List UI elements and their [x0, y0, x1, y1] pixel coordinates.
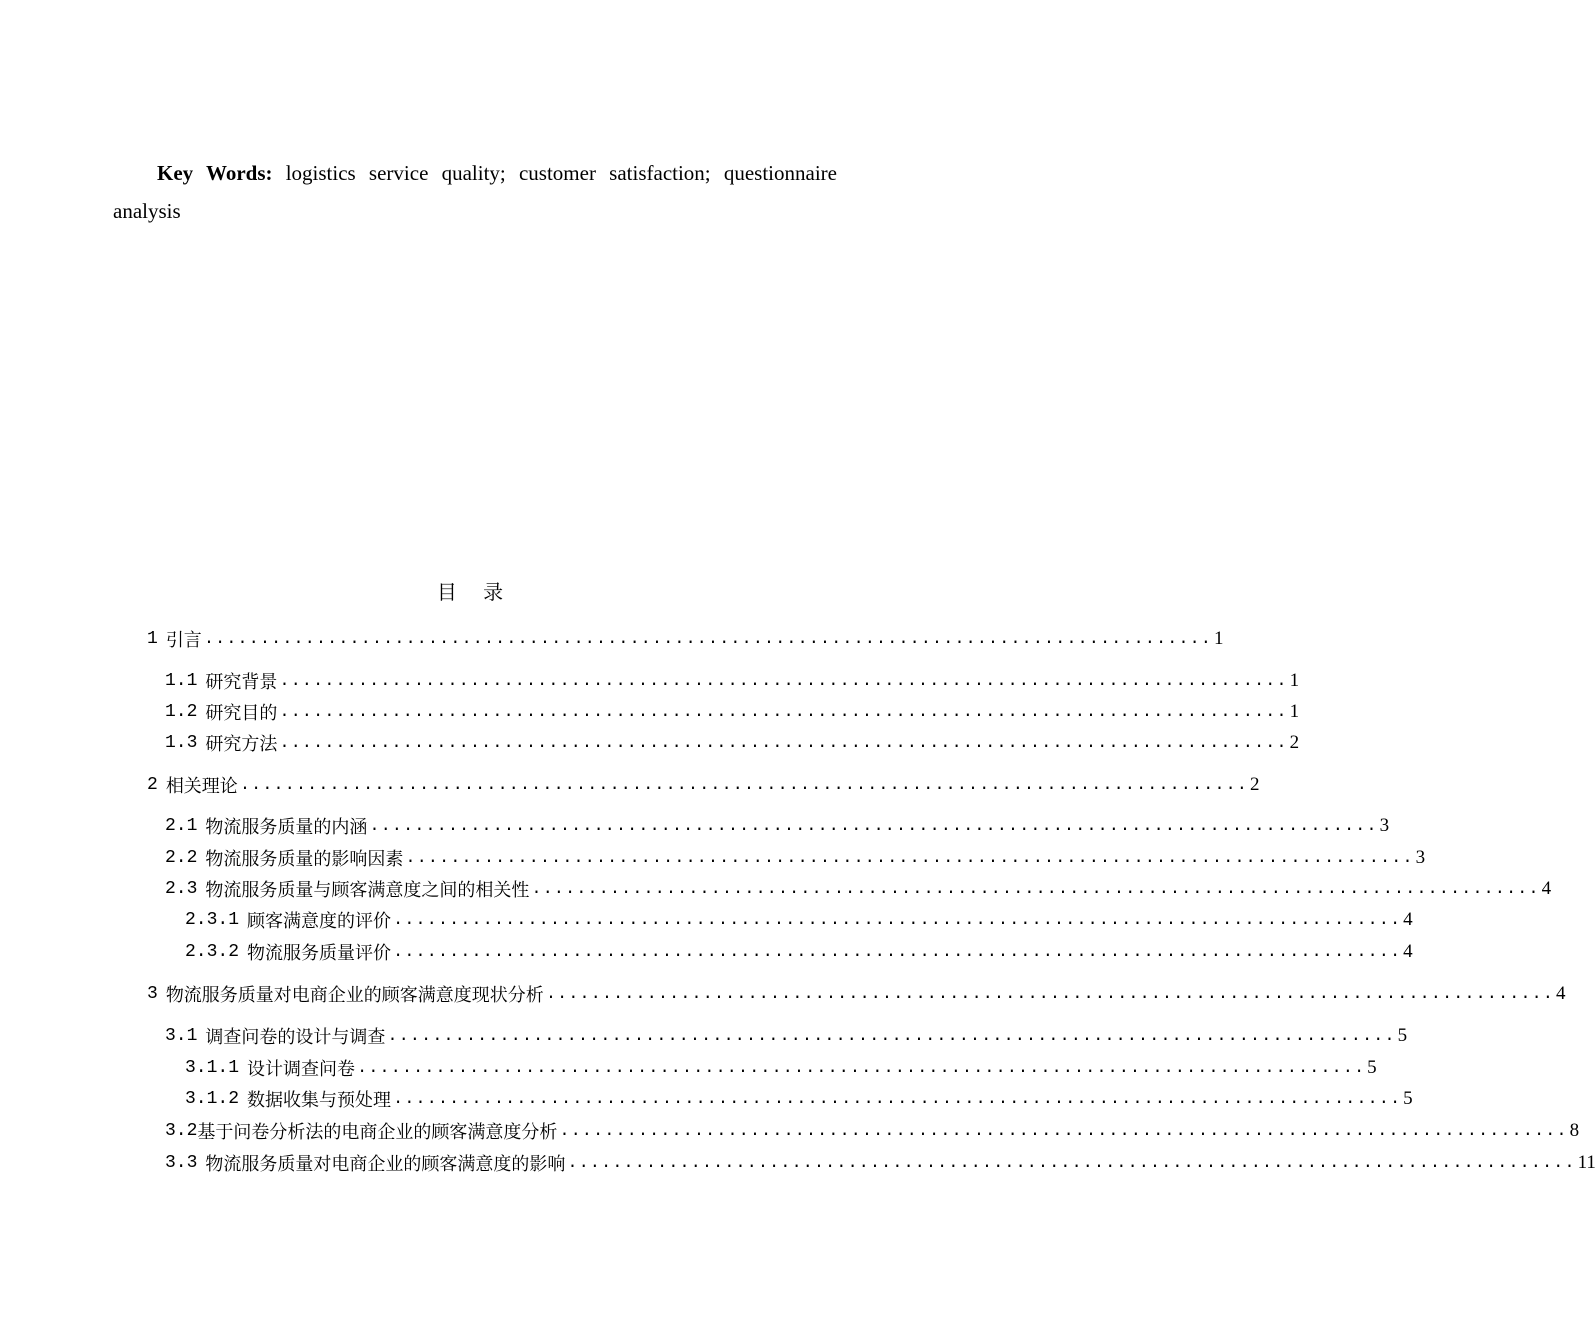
toc-entry-number: 3.1.1 [185, 1058, 240, 1078]
toc-entry[interactable] [147, 981, 1566, 1007]
toc-entry-page: 5 [1367, 1057, 1377, 1078]
toc-entry-page: 5 [1403, 1088, 1413, 1109]
toc-dot-leader: .......................................................................................... [393, 910, 1402, 930]
toc-entry-label: 研究目的 [205, 703, 278, 724]
toc-entry[interactable] [165, 876, 1552, 902]
toc-entry-page: 2 [1249, 774, 1260, 795]
toc-entry-label: 基于问卷分析法的电商企业的顾客满意度分析 [197, 1122, 558, 1143]
toc-entry-label: 物流服务质量评价 [247, 943, 392, 964]
toc-entry-page: 5 [1397, 1025, 1408, 1046]
toc-entry-label: 物流服务质量对电商企业的顾客满意度现状分析 [165, 985, 544, 1006]
toc-dot-leader: .......................................................................................... [279, 702, 1288, 722]
toc-entry[interactable] [185, 1055, 1377, 1081]
toc-dot-leader: .......................................................................................... [393, 1089, 1402, 1109]
toc-entry-page: 1 [1213, 628, 1224, 649]
toc-title: 目 录 [436, 580, 514, 604]
toc-entry[interactable] [147, 626, 1224, 652]
toc-entry-label: 研究背景 [205, 672, 278, 693]
toc-dot-leader: .......................................................................................... [279, 733, 1288, 753]
toc-dot-leader: .......................................................................................... [203, 629, 1212, 649]
toc-dot-leader: .......................................................................................... [531, 879, 1540, 899]
toc-dot-leader: .......................................................................................... [387, 1026, 1396, 1046]
toc-entry[interactable] [165, 1150, 1596, 1176]
toc-dot-leader: .......................................................................................... [545, 984, 1554, 1004]
toc-entry[interactable] [147, 772, 1260, 798]
toc-dot-leader: .......................................................................................... [369, 816, 1378, 836]
toc-entry-label: 物流服务质量对电商企业的顾客满意度的影响 [205, 1154, 566, 1175]
toc-entry-number: 3.3 [165, 1153, 198, 1173]
toc-entry-page: 4 [1403, 941, 1413, 962]
toc-entry-label: 物流服务质量与顾客满意度之间的相关性 [205, 880, 530, 901]
toc-entry[interactable] [165, 1023, 1408, 1049]
toc-entry-label: 研究方法 [205, 734, 278, 755]
toc-entry[interactable] [165, 813, 1390, 839]
toc-entry-number: 3 [147, 984, 158, 1004]
toc-entry-number: 2.3.2 [185, 942, 240, 962]
toc-dot-leader: .......................................................................................... [405, 848, 1414, 868]
toc-entry-label: 调查问卷的设计与调查 [205, 1027, 386, 1048]
toc-dot-leader: .......................................................................................... [239, 775, 1248, 795]
toc-entry-label: 数据收集与预处理 [247, 1090, 392, 1111]
toc-entry-page: 2 [1289, 732, 1300, 753]
toc-entry-page: 8 [1569, 1120, 1580, 1141]
toc-entry-page: 4 [1541, 878, 1552, 899]
toc-entry-number: 1.3 [165, 733, 198, 753]
toc-entry-number: 2.1 [165, 816, 198, 836]
toc-entry-number: 3.1 [165, 1026, 198, 1046]
toc-entry[interactable] [185, 1086, 1413, 1112]
toc-entry[interactable] [165, 845, 1426, 871]
toc-entry-number: 2.2 [165, 848, 198, 868]
toc-entry-page: 11 [1577, 1152, 1596, 1173]
toc-entry[interactable] [185, 907, 1413, 933]
toc-entry-number: 3.2 [165, 1121, 198, 1141]
toc-entry-label: 设计调查问卷 [247, 1059, 356, 1080]
toc-entry-label: 相关理论 [165, 776, 238, 797]
toc-dot-leader: .......................................................................................... [357, 1058, 1366, 1078]
toc-dot-leader: .......................................................................................... [279, 671, 1288, 691]
toc-entry-label: 物流服务质量的影响因素 [205, 849, 404, 870]
toc-entry-page: 4 [1403, 909, 1413, 930]
toc-entry-number: 2.3.1 [185, 910, 240, 930]
toc-entry-number: 1.1 [165, 671, 198, 691]
toc-entry-number: 2 [147, 775, 158, 795]
toc-entry-page: 1 [1289, 670, 1300, 691]
toc-entry-label: 引言 [165, 630, 202, 651]
toc-entry-page: 4 [1555, 983, 1566, 1004]
toc-entry-number: 1 [147, 629, 158, 649]
toc-entry-label: 物流服务质量的内涵 [205, 817, 368, 838]
toc-entry-page: 3 [1415, 847, 1426, 868]
toc-entry-page: 3 [1379, 815, 1390, 836]
toc-entry-label: 顾客满意度的评价 [247, 911, 392, 932]
toc-entry[interactable] [165, 730, 1300, 756]
toc-entry[interactable] [165, 699, 1300, 725]
toc-entry-number: 2.3 [165, 879, 198, 899]
toc-entry[interactable] [165, 1118, 1580, 1144]
toc-dot-leader: .......................................................................................... [567, 1153, 1576, 1173]
keywords-label: Key Words: [157, 161, 273, 185]
toc-entry[interactable] [185, 939, 1413, 965]
toc-entry[interactable] [165, 668, 1300, 694]
toc-entry-page: 1 [1289, 701, 1300, 722]
toc-entry-number: 3.1.2 [185, 1089, 240, 1109]
toc-dot-leader: .......................................................................................... [559, 1121, 1568, 1141]
keywords-text: logistics service quality; customer satisfaction; questionnaire analysis [113, 161, 837, 223]
toc-dot-leader: .......................................................................................... [393, 942, 1402, 962]
toc-entry-number: 1.2 [165, 702, 198, 722]
